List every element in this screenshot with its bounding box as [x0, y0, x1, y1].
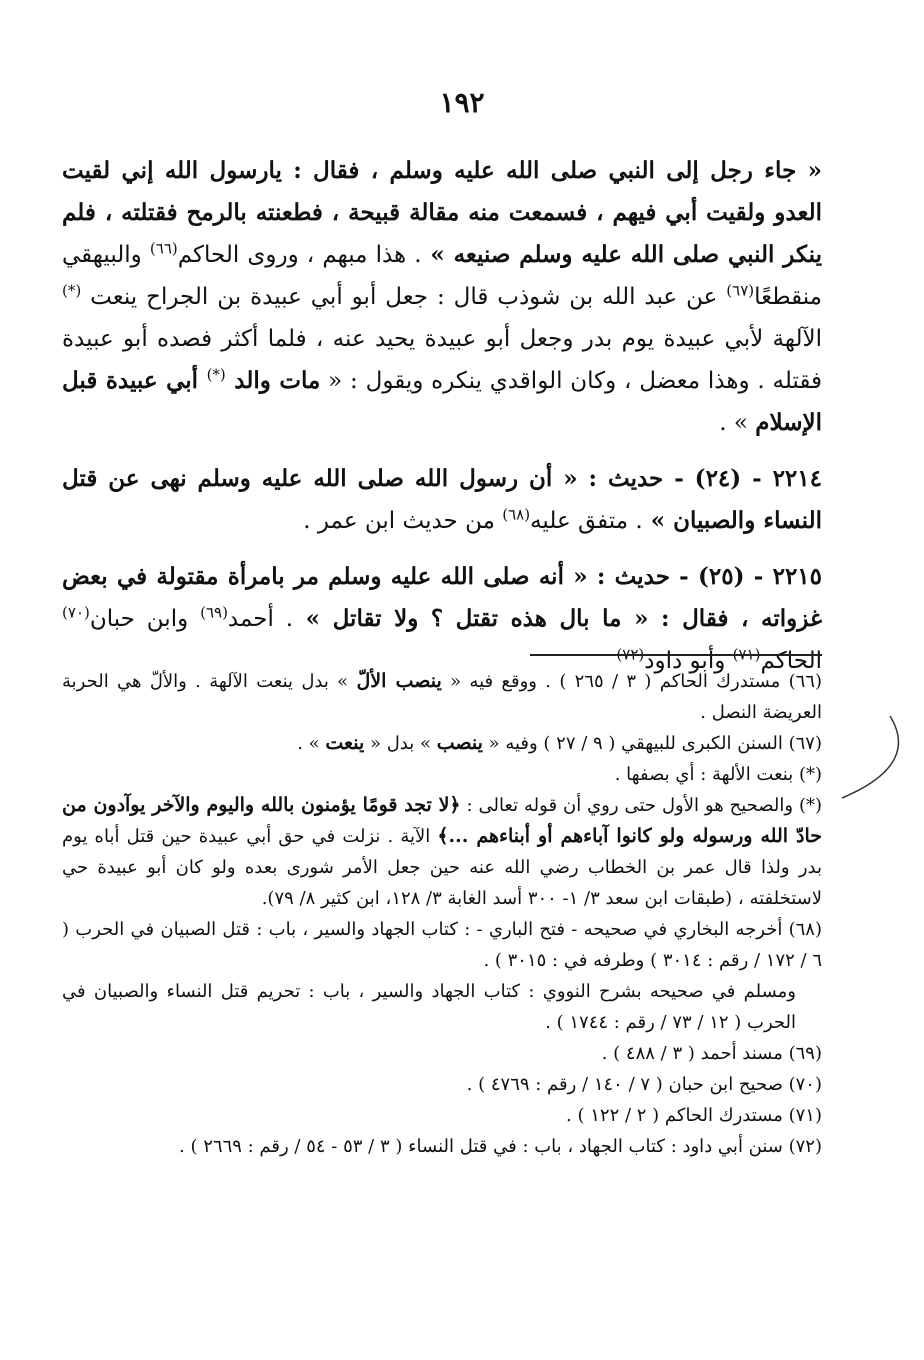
text-segment: . هذا مبهم ، وروى الحاكم: [177, 242, 422, 268]
text-segment: » بدل ينعت الآلهة . والألّ هي الحربة العريضة النصل .: [62, 671, 822, 723]
text-segment: ينصب الألّ: [356, 670, 442, 692]
text-segment: (٦٧) السنن الكبرى للبيهقي ( ٩ / ٢٧ ) وفيه «: [482, 733, 822, 754]
footnote-ref: (*): [62, 281, 82, 300]
paragraph-hadith-2215: [62, 556, 822, 682]
footnote-star-1: [62, 759, 822, 790]
footnote-68-continued: [62, 976, 822, 1038]
text-segment: ينعت: [325, 732, 365, 754]
text-segment: » بدل «: [364, 733, 437, 754]
text-segment: (*) بنعت الألهة : أي بصفها .: [614, 764, 822, 785]
text-segment: ﴿لا تجد قومًا يؤمنون بالله واليوم والآخر يوآدون من حادّ الله ورسوله ولو كانوا آباءهم أو أبناءهم ...﴾: [62, 794, 822, 847]
footnote-ref: (٦٧): [726, 281, 755, 300]
paragraph-0: [62, 150, 822, 444]
text-segment: « جاء رجل إلى النبي صلى الله عليه وسلم ، فقال : يارسول الله إني لقيت العدو ولقيت أبي فيهم ، فسمعت منه مقالة قبيحة ، فطعنته بالرمح فقتلته ، فلم ينكر النبي صلى الله عليه وسلم صنيعه »: [62, 157, 822, 268]
text-segment: (٧١) مستدرك الحاكم ( ٢ / ١٢٢ ) .: [566, 1105, 822, 1126]
footnote-ref: (٧١): [732, 645, 761, 664]
text-segment: (*) والصحيح هو الأول حتى روي أن قوله تعالى :: [460, 795, 822, 816]
footnote-ref: (٧٠): [62, 603, 90, 622]
footnotes: [62, 666, 822, 1162]
text-segment: (٦٨) أخرجه البخاري في صحيحه - فتح الباري - : كتاب الجهاد والسير ، باب : قتل الصبيان في الحرب ( ٦ / ١٧٢ / رقم : ٣٠١٤ ) وطرفه في : ٣٠١٥ ) .: [62, 919, 822, 971]
text-segment: وابن حبان: [89, 606, 201, 632]
footnote-71: [62, 1100, 822, 1131]
margin-pencil-mark: [838, 712, 908, 802]
footnote-ref: (٦٦): [149, 239, 178, 258]
footnote-68: [62, 914, 822, 976]
footnote-67: [62, 728, 822, 759]
text-segment: الحاكم: [760, 648, 822, 674]
footnote-indent: [62, 976, 822, 1038]
paragraph-hadith-2214: [62, 458, 822, 542]
text-segment: الآية . نزلت في حق أبي عبيدة حين قتل أباه يوم بدر ولذا قال عمر بن الخطاب رضي الله عنه حين جعل الأمر شورى بعده ولو كان أبو عبيدة حي لاستخلفته ، (طبقات ابن سعد ٣/ ١- ٣٠٠ أسد الغابة ٣/ ١٢٨، ابن كثير ٨/ ٧٩).: [62, 826, 822, 909]
text-segment: والبيهقي منقطعًا: [62, 242, 822, 310]
text-segment: مات والد: [225, 367, 321, 394]
footnote-70: [62, 1069, 822, 1100]
text-segment: » .: [297, 733, 326, 754]
text-segment: ينصب: [436, 732, 483, 754]
text-segment: (٧٠) صحيح ابن حبان ( ٧ / ١٤٠ / رقم : ٤٧٦٩ ) .: [466, 1074, 822, 1095]
footnote-69: [62, 1038, 822, 1069]
text-segment: . أحمد: [227, 606, 294, 632]
footnote-ref: (*): [206, 365, 226, 384]
footnote-ref: (٦٩): [200, 603, 228, 622]
text-segment: من حديث ابن عمر .: [303, 508, 503, 534]
text-segment: ومسلم في صحيحه بشرح النووي : كتاب الجهاد والسير ، باب : تحريم قتل النساء والصبيان في الحرب ( ١٢ / ٧٣ / رقم : ١٧٤٤ ) .: [62, 981, 796, 1033]
text-segment: ٢٢١٥ - (٢٥) - حديث : « أنه صلى الله عليه وسلم مر بامرأة مقتولة في بعض غزواته ، فقال : « ما بال هذه تقتل ؟ ولا تقاتل »: [62, 563, 823, 632]
text-segment: وأبو داود: [644, 648, 733, 674]
footnote-ref: (٦٨): [502, 505, 531, 524]
footnote-divider: [530, 654, 822, 656]
text-segment: . متفق عليه: [530, 508, 643, 534]
text-segment: (٦٦) مستدرك الحاكم ( ٣ / ٢٦٥ ) . ووقع فيه «: [441, 671, 822, 692]
text-segment: أبي عبيدة قبل الإسلام: [62, 367, 822, 436]
text-segment: الآلهة لأبي عبيدة يوم بدر وجعل أبو عبيدة يحيد عنه ، فلما أكثر فصده أبو عبيدة فقتله . وهذا معضل ، وكان الواقدي ينكره ويقول : «: [62, 326, 823, 394]
footnote-star-2: [62, 790, 822, 914]
main-text: [62, 150, 822, 696]
text-segment: عن عبد الله بن شوذب قال : جعل أبو أبي عبيدة بن الجراح ينعت: [81, 284, 727, 310]
footnote-ref: (٧٢): [616, 645, 645, 664]
text-segment: (٦٩) مسند أحمد ( ٣ / ٤٨٨ ) .: [601, 1043, 822, 1064]
footnote-66: [62, 666, 822, 728]
text-segment: ٢٢١٤ - (٢٤) - حديث : « أن رسول الله صلى الله عليه وسلم نهى عن قتل النساء والصبيان »: [62, 465, 822, 534]
footnote-72: [62, 1131, 822, 1162]
text-segment: (٧٢) سنن أبي داود : كتاب الجهاد ، باب : في قتل النساء ( ٣ / ٥٣ - ٥٤ / رقم : ٢٦٦٩ ) .: [179, 1136, 822, 1157]
text-segment: » .: [719, 410, 756, 436]
page-number: ١٩٢: [439, 86, 485, 119]
